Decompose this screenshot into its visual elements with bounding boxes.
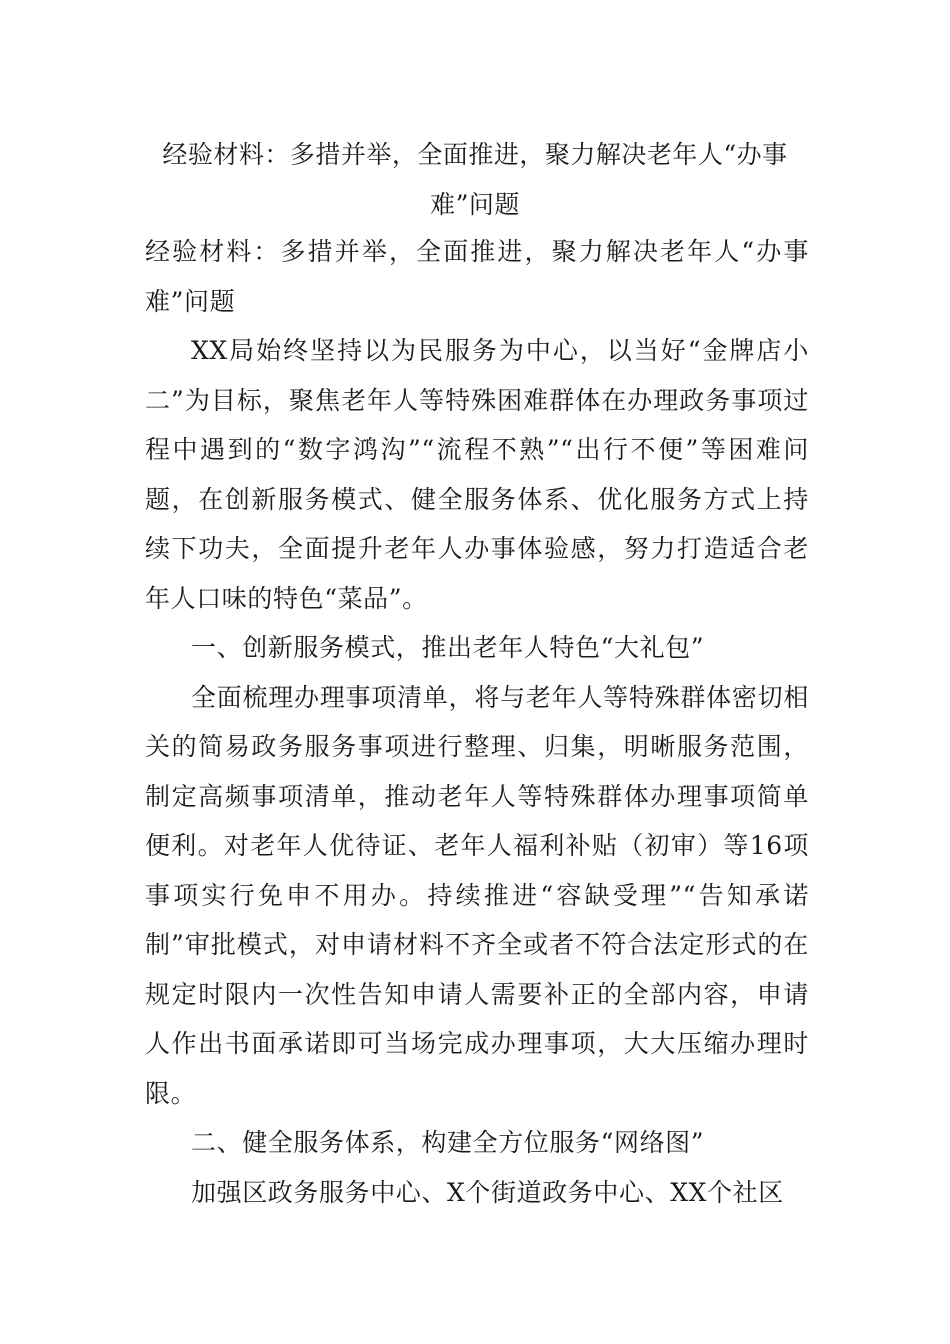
section-heading-2: 二、健全服务体系，构建全方位服务“网络图” xyxy=(191,1128,705,1157)
section-heading-1: 一、创新服务模式，推出老年人特色“大礼包” xyxy=(191,633,705,662)
intro-paragraph: XX局始终坚持以为民服务为中心，以当好“金牌店小二”为目标，聚焦老年人等特殊困难群体在办理政务事项过程中遇到的“数字鸿沟”“流程不熟”“出行不便”等困难问题，在创新服务模式、健全服务体系、优化服务方式上持续下功夫，全面提升老年人办事体验感，努力打造适合老年人口味的特色“菜品”。 xyxy=(145,336,809,613)
document-title: 经验材料：多措并举，全面推进，聚力解决老年人“办事难”问题 xyxy=(162,140,788,219)
section-2-paragraph: 加强区政务服务中心、X个街道政务中心、XX个社区 xyxy=(191,1177,784,1207)
title-repeat-paragraph: 经验材料：多措并举，全面推进，聚力解决老年人“办事难”问题 xyxy=(145,237,809,316)
document-body xyxy=(145,227,809,1217)
section-1-paragraph: 全面梳理办理事项清单，将与老年人等特殊群体密切相关的简易政务服务事项进行整理、归集，明晰服务范围，制定高频事项清单，推动老年人等特殊群体办理事项简单便利。对老年人优待证、老年人福利补贴（初审）等16项事项实行免申不用办。持续推进“容缺受理”“告知承诺制”审批模式，对申请材料不齐全或者不符合法定形式的在规定时限内一次性告知申请人需要补正的全部内容，申请人作出书面承诺即可当场完成办理事项，大大压缩办理时限。 xyxy=(145,682,809,1108)
